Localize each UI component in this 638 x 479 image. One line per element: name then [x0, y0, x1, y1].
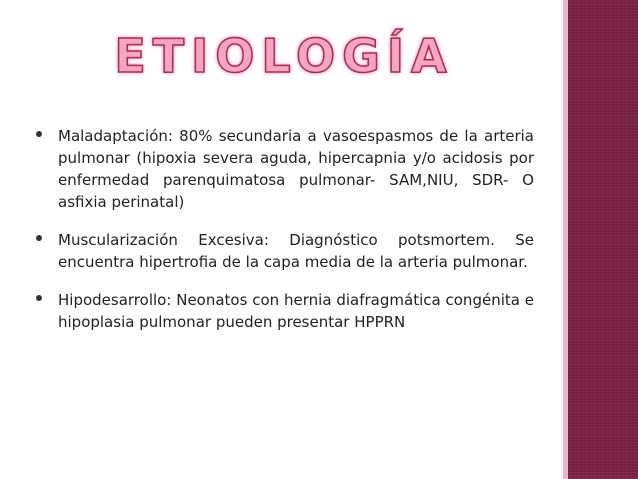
bullet-text: Hipodesarrollo: Neonatos con hernia diafragmática congénita e hipoplasia pulmonar pueden presentar HPPRN: [58, 291, 534, 331]
bullet-item: [30, 125, 534, 213]
bullet-list: [30, 125, 534, 349]
bullet-dot-icon: [36, 235, 42, 241]
bullet-dot-icon: [36, 131, 42, 137]
slide-title: ETIOLOGÍA: [114, 29, 454, 83]
bullet-dot-icon: [36, 295, 42, 301]
bullet-text: Muscularización Excesiva: Diagnóstico potsmortem. Se encuentra hipertrofia de la capa media de la arteria pulmonar.: [58, 231, 534, 271]
bullet-item: [30, 229, 534, 273]
bullet-item: [30, 289, 534, 333]
decorative-sidebar: [568, 0, 638, 479]
bullet-text: Maladaptación: 80% secundaria a vasoespasmos de la arteria pulmonar (hipoxia severa aguda, hipercapnia y/o acidosis por enfermedad parenquimatosa pulmonar- SAM,NIU, SDR- O asfixia perinatal): [58, 127, 534, 211]
